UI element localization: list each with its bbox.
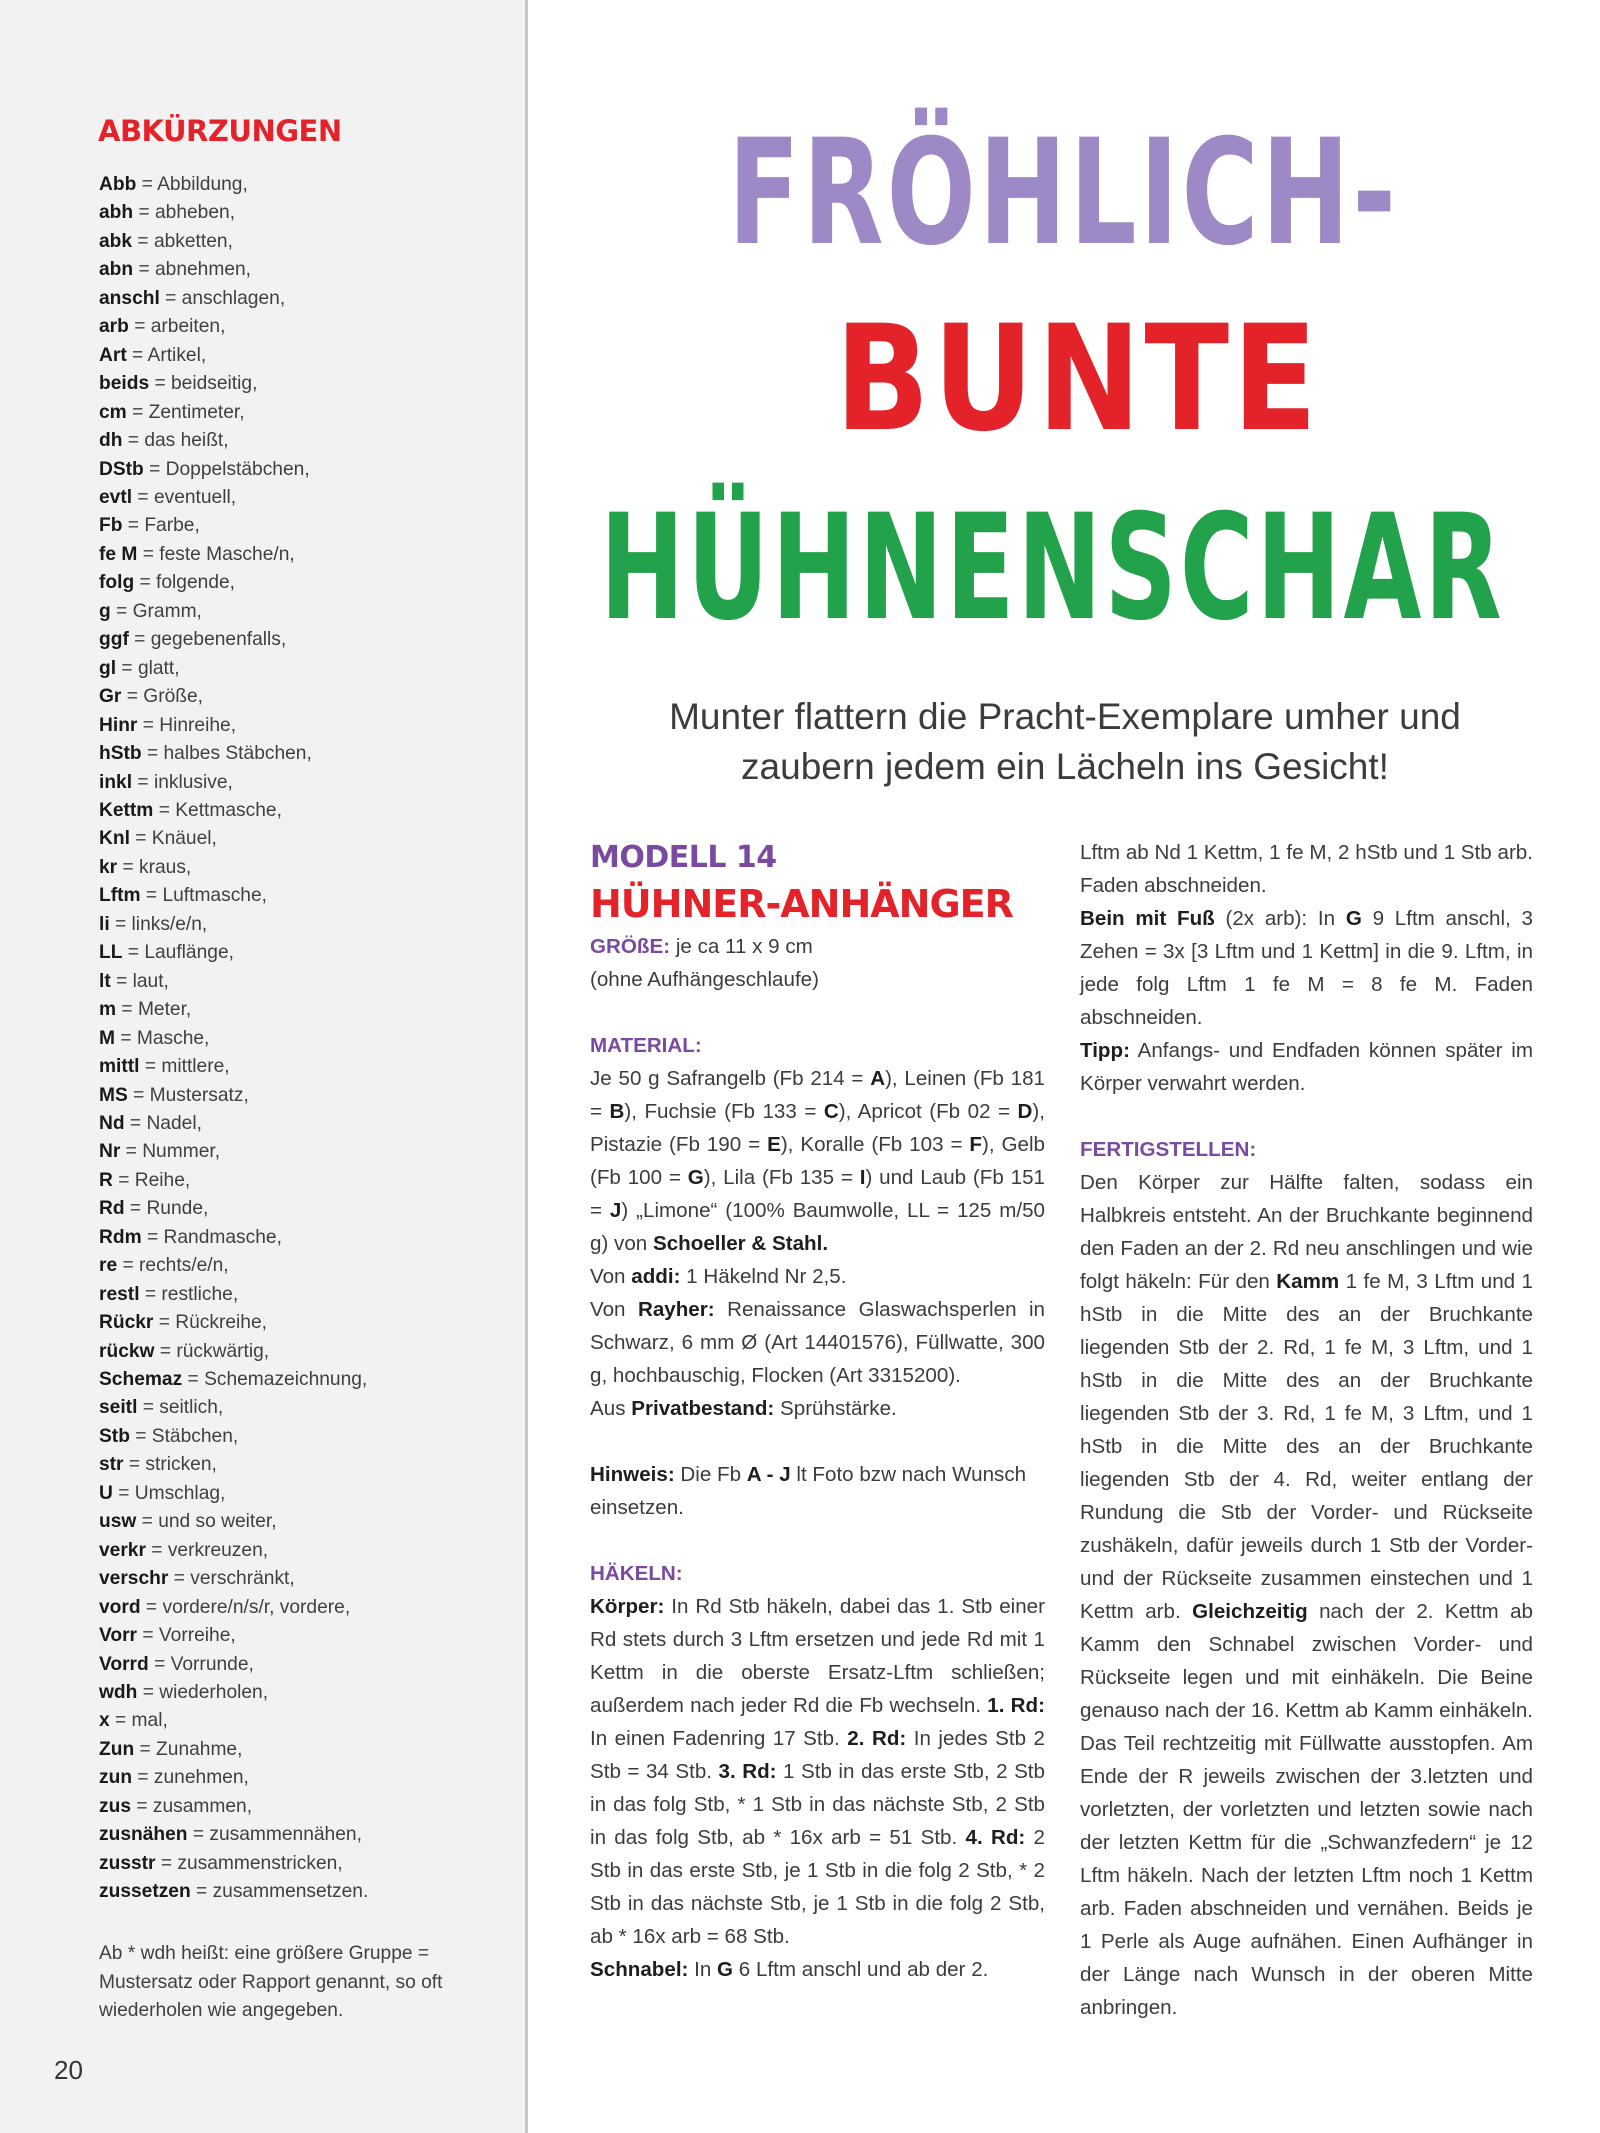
abbreviation-item: vord = vordere/n/s/r, vordere, <box>99 1596 351 1618</box>
abbreviation-meaning: verkreuzen, <box>167 1539 269 1561</box>
abbreviation-term: Nd <box>99 1112 125 1134</box>
abbreviation-item: LL = Lauflänge, <box>99 942 234 964</box>
abbreviation-term: LL <box>99 942 123 964</box>
abbreviation-item: Hinr = Hinreihe, <box>99 714 237 736</box>
abbreviation-term: dh <box>99 430 123 452</box>
abbreviation-item: cm = Zentimeter, <box>99 401 245 423</box>
page-number: 20 <box>54 2055 83 2085</box>
abbreviation-term: Rd <box>99 1198 125 1220</box>
abbreviation-item: zus = zusammen, <box>99 1795 253 1817</box>
abbreviation-meaning: Masche, <box>136 1027 210 1049</box>
abbreviation-item: dh = das heißt, <box>99 430 229 452</box>
abbreviation-item: verkr = verkreuzen, <box>99 1539 269 1561</box>
abbreviation-term: kr <box>99 856 118 878</box>
abbreviation-item: M = Masche, <box>99 1027 210 1049</box>
size-note: (ohne Aufhängeschlaufe) <box>590 968 819 991</box>
abbreviation-term: re <box>99 1255 118 1277</box>
abbreviation-term: Zun <box>99 1738 135 1760</box>
abbreviation-term: beids <box>99 373 150 395</box>
abbreviation-meaning: zusammenstricken, <box>177 1852 343 1874</box>
abbreviation-item: Vorr = Vorreihe, <box>99 1625 236 1647</box>
abbreviation-term: MS <box>99 1084 128 1106</box>
abbreviation-term: U <box>99 1482 113 1504</box>
abbreviation-item: fe M = feste Masche/n, <box>99 543 295 565</box>
abbreviation-meaning: Nummer, <box>142 1141 221 1163</box>
abbreviation-term: gl <box>99 657 117 679</box>
abbreviation-item: re = rechts/e/n, <box>99 1255 229 1277</box>
abbreviation-meaning: Stäbchen, <box>151 1425 239 1447</box>
abbreviation-term: Abb <box>99 174 137 195</box>
abbreviation-term: ggf <box>99 629 129 651</box>
subtitle-line-1: Munter flattern die Pracht-Exemplare umher und <box>669 696 1461 737</box>
abbreviation-term: Vorr <box>99 1625 138 1647</box>
abbreviation-meaning: mal, <box>131 1710 168 1732</box>
abbreviation-meaning: Knäuel, <box>151 828 217 850</box>
abbreviation-item: DStb = Doppelstäbchen, <box>99 458 310 480</box>
abbreviation-term: zusnähen <box>99 1824 188 1846</box>
abbreviation-item: gl = glatt, <box>99 657 180 679</box>
abbreviation-term: mittl <box>99 1056 140 1078</box>
abbreviation-term: usw <box>99 1511 137 1533</box>
crochet-tip: Tipp: Anfangs- und Endfaden können später im Körper verwahrt werden. <box>1080 1039 1533 1095</box>
abbreviation-meaning: Vorreihe, <box>158 1625 236 1647</box>
abbreviation-item: zussetzen = zusammensetzen. <box>99 1881 369 1903</box>
abbreviation-term: Stb <box>99 1425 130 1447</box>
abbreviations-list <box>99 171 368 1907</box>
abbreviation-item: g = Gramm, <box>99 600 202 622</box>
abbreviation-term: str <box>99 1454 124 1476</box>
abbreviation-item: seitl = seitlich, <box>99 1397 224 1419</box>
instructions-column-2 <box>1080 836 1533 2024</box>
abbreviation-term: R <box>99 1169 113 1191</box>
abbreviation-term: fe M <box>99 543 138 565</box>
abbreviation-item: Nd = Nadel, <box>99 1112 202 1134</box>
abbreviation-meaning: Abbildung, <box>157 174 248 195</box>
headline-line-3: HÜHNENSCHAR <box>600 483 1505 653</box>
brand-schoeller: Schoeller & Stahl. <box>652 1232 829 1255</box>
abbreviation-item: zun = zunehmen, <box>99 1767 249 1789</box>
abbreviation-item: arb = arbeiten, <box>99 316 226 338</box>
model-number: MODELL 14 <box>590 840 777 875</box>
abbreviation-item: abh = abheben, <box>99 202 236 224</box>
abbreviation-item: x = mal, <box>99 1710 168 1732</box>
abbreviation-term: cm <box>99 401 127 423</box>
abbreviation-item: U = Umschlag, <box>99 1482 226 1504</box>
abbreviation-meaning: Doppelstäbchen, <box>165 458 310 480</box>
abbreviation-item: Gr = Größe, <box>99 686 203 708</box>
abbreviation-meaning: Farbe, <box>144 515 200 537</box>
abbreviation-term: rückw <box>99 1340 155 1362</box>
material-hook: Von addi: 1 Häkelnd Nr 2,5. <box>590 1265 847 1288</box>
instructions-column-1 <box>590 838 1045 1986</box>
crochet-leg: Bein mit Fuß (2x arb): In G 9 Lftm anschl, 3 Zehen = 3x [3 Lftm und 1 Kettm] in die 9. Lftm, in jede folg Lftm 1 fe M = 8 fe M. Faden abschneiden. <box>1080 907 1533 1029</box>
abbreviation-item: ggf = gegebenenfalls, <box>99 629 287 651</box>
abbreviation-meaning: Mustersatz, <box>149 1084 249 1106</box>
abbreviation-item: Fb = Farbe, <box>99 515 200 537</box>
abbreviation-term: zun <box>99 1767 133 1789</box>
abbreviation-term: wdh <box>99 1682 138 1704</box>
abbreviation-meaning: arbeiten, <box>150 316 226 338</box>
abbreviation-item: verschr = verschränkt, <box>99 1568 295 1590</box>
abbreviation-term: Rdm <box>99 1226 142 1248</box>
abbreviation-term: g <box>99 600 111 622</box>
abbreviation-meaning: Randmasche, <box>163 1226 282 1248</box>
abbreviation-meaning: zunehmen, <box>153 1767 249 1789</box>
abbreviation-term: zus <box>99 1795 131 1817</box>
abbreviation-term: verkr <box>99 1539 146 1561</box>
size-value: je ca 11 x 9 cm <box>670 935 813 958</box>
abbreviation-term: zusstr <box>99 1852 156 1874</box>
headline-line-2: BUNTE <box>835 294 1321 464</box>
crochet-beak-continued: Lftm ab Nd 1 Kettm, 1 fe M, 2 hStb und 1 Stb arb. Faden abschneiden. <box>1080 841 1533 897</box>
abbreviation-meaning: Vorrunde, <box>170 1653 254 1675</box>
abbreviation-meaning: mittlere, <box>161 1056 230 1078</box>
abbreviation-term: Nr <box>99 1141 121 1163</box>
abbreviation-term: M <box>99 1027 115 1049</box>
abbreviation-item: str = stricken, <box>99 1454 217 1476</box>
abbreviation-item: Knl = Knäuel, <box>99 828 217 850</box>
abbreviation-meaning: Luftmasche, <box>162 885 267 907</box>
abbreviation-term: DStb <box>99 458 144 480</box>
abbreviation-item: Rückr = Rückreihe, <box>99 1312 267 1334</box>
abbreviation-meaning: zusammennähen, <box>209 1824 362 1846</box>
abbreviation-item: Schemaz = Schemazeichnung, <box>99 1369 368 1391</box>
finish-title: FERTIGSTELLEN: <box>1080 1138 1257 1161</box>
abbreviation-meaning: das heißt, <box>144 430 229 452</box>
abbreviations-title: ABKÜRZUNGEN <box>98 114 342 148</box>
abbreviation-term: Lftm <box>99 885 141 907</box>
abbreviation-meaning: Schemazeichnung, <box>204 1369 368 1391</box>
abbreviation-meaning: Rückreihe, <box>175 1312 267 1334</box>
abbreviation-meaning: Hinreihe, <box>159 714 237 736</box>
abbreviation-meaning: restliche, <box>161 1283 239 1305</box>
abbreviation-term: hStb <box>99 743 142 765</box>
abbreviation-item: m = Meter, <box>99 999 192 1021</box>
abbreviation-item: Abb = Abbildung, <box>99 174 248 195</box>
abbreviation-meaning: folgende, <box>156 572 235 594</box>
abbreviation-item: li = links/e/n, <box>99 913 208 935</box>
abbreviation-item: zusnähen = zusammennähen, <box>99 1824 362 1846</box>
abbreviation-meaning: verschränkt, <box>190 1568 295 1590</box>
abbreviation-meaning: rückwärtig, <box>176 1340 270 1362</box>
abbreviation-meaning: stricken, <box>145 1454 217 1476</box>
abbreviation-term: arb <box>99 316 129 338</box>
crochet-beak: Schnabel: In G 6 Lftm anschl und ab der 2. <box>590 1958 989 1981</box>
abbreviation-term: li <box>99 913 110 935</box>
material-title: MATERIAL: <box>590 1034 702 1057</box>
abbreviation-item: abk = abketten, <box>99 230 233 252</box>
abbreviation-meaning: zusammensetzen. <box>212 1881 369 1903</box>
abbreviation-term: Gr <box>99 686 122 708</box>
abbreviation-term: x <box>99 1710 110 1732</box>
abbreviation-term: seitl <box>99 1397 138 1419</box>
abbreviation-meaning: Umschlag, <box>134 1482 226 1504</box>
abbreviation-meaning: gegebenenfalls, <box>150 629 287 651</box>
size-label: GRÖßE: <box>590 935 671 958</box>
abbreviation-meaning: zusammen, <box>152 1795 253 1817</box>
subtitle-line-2: zaubern jedem ein Lächeln ins Gesicht! <box>741 746 1389 787</box>
abbreviation-item: kr = kraus, <box>99 856 192 878</box>
abbreviation-term: vord <box>99 1596 141 1618</box>
abbreviation-meaning: abheben, <box>155 202 236 224</box>
abbreviation-item: usw = und so weiter, <box>99 1511 277 1533</box>
abbreviation-term: Hinr <box>99 714 138 736</box>
subtitle <box>560 692 1570 792</box>
abbreviation-meaning: wiederholen, <box>159 1682 269 1704</box>
abbreviation-term: Kettm <box>99 799 154 821</box>
abbreviation-term: folg <box>99 572 135 594</box>
abbreviation-item: Stb = Stäbchen, <box>99 1425 239 1447</box>
abbreviation-item: abn = abnehmen, <box>99 259 252 281</box>
abbreviation-meaning: abnehmen, <box>155 259 252 281</box>
abbreviation-meaning: anschlagen, <box>181 287 286 309</box>
headline-line-1: FRÖHLICH- <box>728 108 1399 278</box>
abbreviation-meaning: Zentimeter, <box>148 401 245 423</box>
hint: Hinweis: Die Fb A - J lt Foto bzw nach Wunsch einsetzen. <box>590 1463 1027 1519</box>
abbreviation-meaning: Artikel, <box>147 344 207 366</box>
abbreviation-meaning: vordere/n/s/r, vordere, <box>162 1596 351 1618</box>
abbreviation-item: rückw = rückwärtig, <box>99 1340 270 1362</box>
abbreviation-meaning: inklusive, <box>153 771 233 793</box>
abbreviation-meaning: abketten, <box>153 230 233 252</box>
abbreviation-meaning: Runde, <box>146 1198 209 1220</box>
abbreviation-term: inkl <box>99 771 133 793</box>
abbreviation-meaning: feste Masche/n, <box>159 543 295 565</box>
abbreviation-meaning: Reihe, <box>134 1169 191 1191</box>
abbreviation-meaning: links/e/n, <box>131 913 208 935</box>
abbreviation-item: MS = Mustersatz, <box>99 1084 249 1106</box>
abbreviation-term: abn <box>99 259 134 281</box>
abbreviation-term: zussetzen <box>99 1881 191 1903</box>
abbreviation-item: Art = Artikel, <box>99 344 207 366</box>
abbreviation-term: Rückr <box>99 1312 154 1334</box>
abbreviation-item: evtl = eventuell, <box>99 486 237 508</box>
abbreviation-item: anschl = anschlagen, <box>99 287 286 309</box>
abbreviation-term: abk <box>99 230 133 252</box>
abbreviation-item: R = Reihe, <box>99 1169 191 1191</box>
abbreviation-meaning: beidseitig, <box>171 373 258 395</box>
abbreviation-meaning: Lauflänge, <box>144 942 234 964</box>
abbreviation-meaning: seitlich, <box>159 1397 224 1419</box>
abbreviations-note: Ab * wdh heißt: eine größere Gruppe = Mustersatz oder Rapport genannt, so oft wiederholen wie angegeben. <box>99 1943 443 2021</box>
abbreviation-meaning: halbes Stäbchen, <box>163 743 312 765</box>
abbreviation-item: Vorrd = Vorrunde, <box>99 1653 254 1675</box>
abbreviation-term: lt <box>99 970 111 992</box>
abbreviation-item: inkl = inklusive, <box>99 771 233 793</box>
abbreviation-item: beids = beidseitig, <box>99 373 258 395</box>
abbreviation-term: Knl <box>99 828 130 850</box>
abbreviation-meaning: Größe, <box>143 686 203 708</box>
abbreviation-meaning: rechts/e/n, <box>139 1255 229 1277</box>
abbreviation-item: zusstr = zusammenstricken, <box>99 1852 343 1874</box>
abbreviation-item: Rd = Runde, <box>99 1198 209 1220</box>
abbreviation-meaning: Gramm, <box>132 600 202 622</box>
crochet-title: HÄKELN: <box>590 1562 683 1585</box>
abbreviation-term: Vorrd <box>99 1653 149 1675</box>
abbreviation-term: Fb <box>99 515 123 537</box>
material-rayher: Von Rayher: Renaissance Glaswachsperlen in Schwarz, 6 mm Ø (Art 14401576), Füllwatte, 300 g, hochbauschig, Flocken (Art 3315200). <box>590 1298 1045 1387</box>
abbreviation-item: wdh = wiederholen, <box>99 1682 269 1704</box>
abbreviation-item: hStb = halbes Stäbchen, <box>99 743 312 765</box>
abbreviation-term: abh <box>99 202 134 224</box>
model-name: HÜHNER-ANHÄNGER <box>590 882 1013 926</box>
abbreviation-meaning: Meter, <box>137 999 192 1021</box>
abbreviation-item: mittl = mittlere, <box>99 1056 230 1078</box>
abbreviation-term: restl <box>99 1283 140 1305</box>
size-section <box>590 930 1045 996</box>
abbreviation-item: restl = restliche, <box>99 1283 239 1305</box>
abbreviations-sidebar <box>0 0 528 2133</box>
abbreviation-meaning: eventuell, <box>153 486 237 508</box>
abbreviation-meaning: Kettmasche, <box>175 799 282 821</box>
abbreviation-item: Zun = Zunahme, <box>99 1738 243 1760</box>
abbreviation-item: Kettm = Kettmasche, <box>99 799 282 821</box>
abbreviation-meaning: und so weiter, <box>158 1511 277 1533</box>
crochet-body: Körper: In Rd Stb häkeln, dabei das 1. Stb einer Rd stets durch 3 Lftm ersetzen und jede Rd mit 1 Kettm in die oberste Ersatz-Lftm schließen; außerdem nach jeder Rd die Fb wechseln. 1. Rd: In einen Fadenring 17 Stb. 2. Rd: In jedes Stb 2 Stb = 34 Stb. 3. Rd: 1 Stb in das erste Stb, 2 Stb in das folg Stb, * 1 Stb in das nächste Stb, 2 Stb in das folg Stb, ab * 16x arb = 51 Stb. 4. Rd: 2 Stb in das erste Stb, je 1 Stb in die folg 2 Stb, * 2 Stb in das nächste Stb, je 1 Stb in die folg 2 Stb, ab * 16x arb = 68 Stb. <box>590 1595 1045 1948</box>
abbreviation-term: Schemaz <box>99 1369 183 1391</box>
abbreviation-meaning: glatt, <box>137 657 180 679</box>
abbreviation-term: Art <box>99 344 127 366</box>
finish-body: Den Körper zur Hälfte falten, sodass ein Halbkreis entsteht. An der Bruchkante beginnend den Faden an der 2. Rd neu anschlingen und wie folgt häkeln: Für den Kamm 1 fe M, 3 Lftm und 1 hStb in die Mitte des an der Bruchkante liegenden Stb der 2. Rd, 1 fe M, 3 Lftm, und 1 hStb in die Mitte des an der Bruchkante liegenden Stb der 3. Rd, 1 fe M, 3 Lftm, und 1 hStb in die Mitte des an der Bruchkante liegenden Stb der 4. Rd, weiter entlang der Rundung die Stb der Vorder- und Rückseite zushäkeln, dafür jeweils durch 1 Stb der Vorder- und der Rückseite zusammen einstechen und 1 Kettm arb. Gleichzeitig nach der 2. Kettm ab Kamm den Schnabel zwischen Vorder- und Rückseite legen und mit einhäkeln. Die Beine genauso nach der 16. Kettm ab Kamm einhäkeln. Das Teil rechtzeitig mit Füllwatte ausstopfen. Am Ende der R jeweils zwischen der 3.letzten und vorletzten, der vorletzten und letzten sowie nach der letzten Kettm für die „Schwanzfedern“ je 12 Lftm häkeln. Nach der letzten Lftm noch 1 Kettm arb. Faden abschneiden und vernähen. Beids je 1 Perle als Auge aufnähen. Einen Aufhänger in der Länge nach Wunsch in der oberen Mitte anbringen. <box>1080 1171 1534 2019</box>
abbreviation-meaning: kraus, <box>139 856 192 878</box>
abbreviation-term: verschr <box>99 1568 169 1590</box>
abbreviation-item: Rdm = Randmasche, <box>99 1226 282 1248</box>
abbreviation-term: evtl <box>99 486 133 508</box>
abbreviation-item: Nr = Nummer, <box>99 1141 221 1163</box>
abbreviation-meaning: Nadel, <box>146 1112 202 1134</box>
abbreviation-item: lt = laut, <box>99 970 169 992</box>
abbreviation-term: m <box>99 999 117 1021</box>
abbreviation-term: anschl <box>99 287 160 309</box>
abbreviation-item: Lftm = Luftmasche, <box>99 885 267 907</box>
material-yarn: Je 50 g Safrangelb (Fb 214 = A), Leinen (Fb 181 = B), Fuchsie (Fb 133 = C), Apricot (Fb 02 = D), Pistazie (Fb 190 = E), Koralle (Fb 103 = F), Gelb (Fb 100 = G), Lila (Fb 135 = I) und Laub (Fb 151 = J) „Limone“ (100% Baumwolle, LL = 125 m/50 g) von Schoeller & Stahl. <box>590 1067 1046 1255</box>
abbreviation-meaning: Zunahme, <box>156 1738 243 1760</box>
abbreviation-item: folg = folgende, <box>99 572 235 594</box>
abbreviation-meaning: laut, <box>132 970 169 992</box>
material-private: Aus Privatbestand: Sprühstärke. <box>590 1397 897 1420</box>
